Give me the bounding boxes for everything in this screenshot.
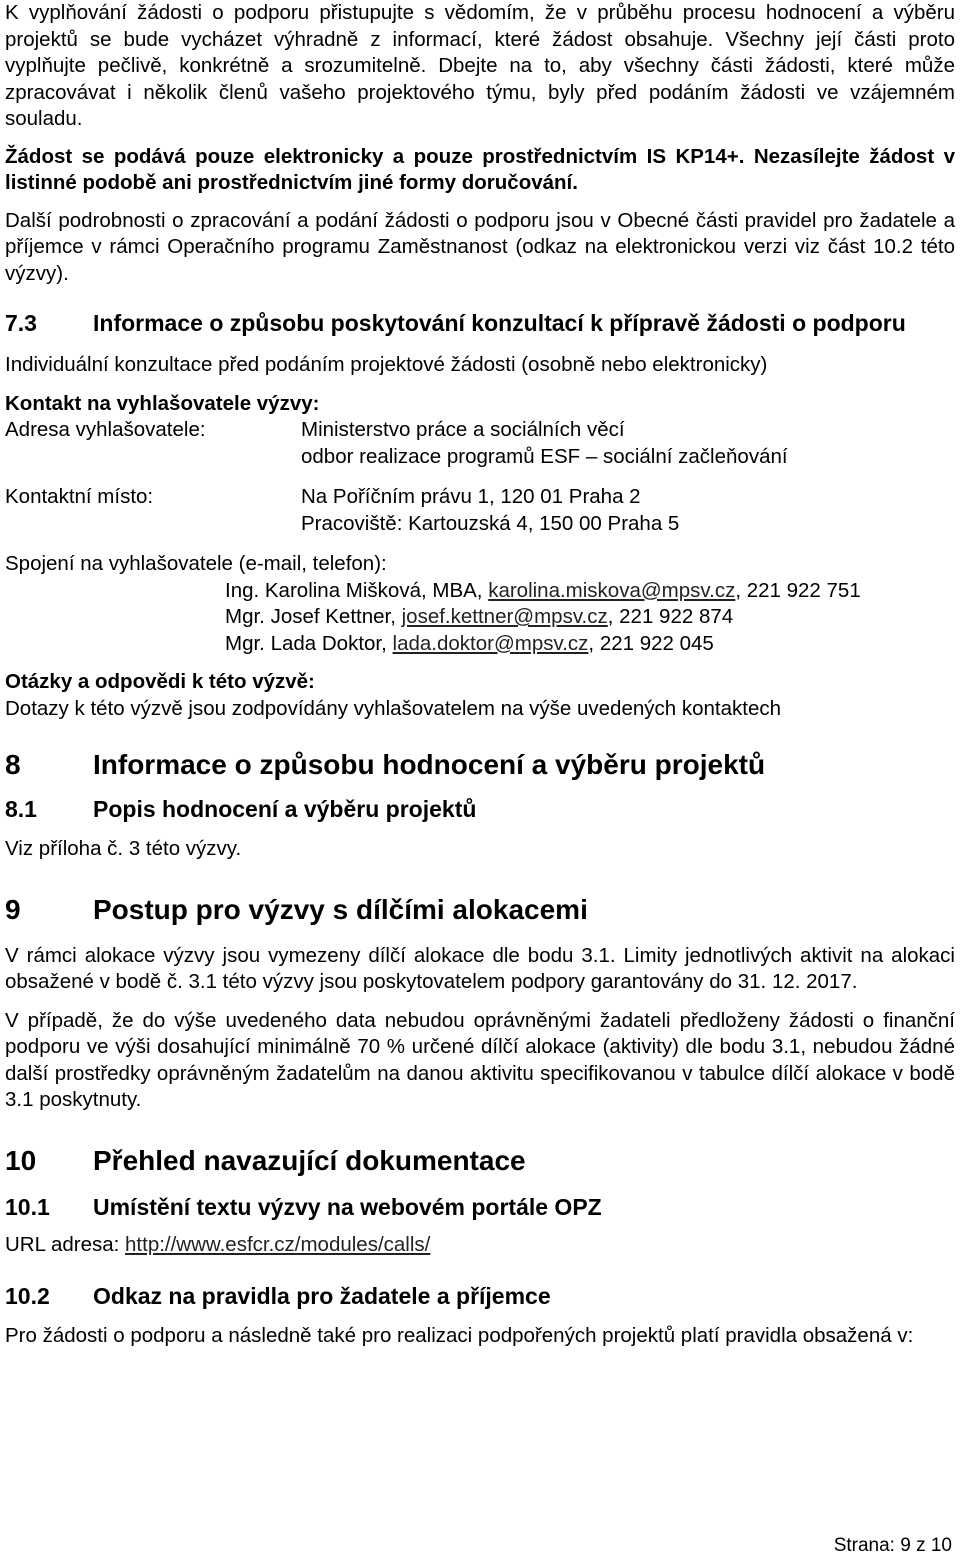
- page-number: Strana: 9 z 10: [833, 1535, 952, 1556]
- section-10-2-heading: 10.2 Odkaz na pravidla pro žadatele a příjemce: [5, 1283, 551, 1309]
- url-line: URL adresa: http://www.esfcr.cz/modules/calls/: [5, 1232, 431, 1256]
- intro-electronic-notice: Žádost se podává pouze elektronicky a pouze prostřednictvím IS KP14+. Nezasílejte žádost v listinné podobě ani prostřednictvím jiné formy doručování.: [5, 144, 955, 194]
- section-9-paragraph-1: V rámci alokace výzvy jsou vymezeny dílčí alokace dle bodu 3.1. Limity jednotlivých aktivit na alokaci obsažené v bodě č. 3.1 této výzvy jsou poskytovatelem podpory garantovány do 31. 12. 2017.: [5, 943, 955, 993]
- section-10-2-text: Pro žádosti o podporu a následně také pro realizaci podpořených projektů platí pravidla obsažená v:: [5, 1324, 914, 1347]
- contact-item: Mgr. Josef Kettner, josef.kettner@mpsv.cz, 221 922 874: [225, 605, 734, 628]
- contact-place-line-2: Pracoviště: Kartouzská 4, 150 00 Praha 5: [301, 511, 680, 535]
- email-link[interactable]: karolina.miskova@mpsv.cz: [488, 578, 736, 602]
- email-link[interactable]: josef.kettner@mpsv.cz: [401, 605, 608, 628]
- contact-place-line-1: Na Poříčním právu 1, 120 01 Praha 2: [301, 485, 641, 508]
- address-label: Adresa vyhlašovatele:: [5, 418, 206, 441]
- contact-place-label: Kontaktní místo:: [5, 485, 154, 508]
- section-9-heading: 9 Postup pro výzvy s dílčími alokacemi: [5, 893, 588, 925]
- intro-paragraph: K vyplňování žádosti o podporu přistupujte s vědomím, že v průběhu procesu hodnocení a výběru projektů se bude vycházet výhradně z informací, které žádost obsahuje. Všechny její části proto vyplňujte pečlivě, konkrétně a srozumitelně. Dbejte na to, aby všechny části žádosti, které může zpracovávat i několik členů vašeho projektového týmu, byly před podáním žádosti ve vzájemném souladu.: [5, 1, 955, 130]
- contact-item: Ing. Karolina Mišková, MBA, karolina.miskova@mpsv.cz, 221 922 751: [225, 578, 861, 602]
- section-8-1-heading: 8.1 Popis hodnocení a výběru projektů: [5, 796, 477, 822]
- section-title: Informace o způsobu poskytování konzultací k přípravě žádosti o podporu: [93, 310, 906, 336]
- section-7-3-heading: [5, 308, 955, 338]
- address-line-1: Ministerstvo práce a sociálních věcí: [301, 418, 625, 441]
- contact-place-row: [5, 484, 955, 537]
- section-10-heading: 10 Přehled navazující dokumentace: [5, 1144, 526, 1176]
- contact-list: [5, 578, 955, 658]
- contact-item: Mgr. Lada Doktor, lada.doktor@mpsv.cz, 221 922 045: [225, 631, 714, 655]
- qa-heading: Otázky a odpovědi k této výzvě:: [5, 670, 315, 693]
- consultation-text: Individuální konzultace před podáním projektové žádosti (osobně nebo elektronicky): [5, 353, 768, 376]
- contact-heading: Kontakt na vyhlašovatele výzvy:: [5, 391, 320, 415]
- address-row: [5, 417, 955, 470]
- connection-label: Spojení na vyhlašovatele (e-mail, telefon):: [5, 552, 387, 575]
- section-9-paragraph-2: V případě, že do výše uvedeného data nebudou oprávněnými žadateli předloženy žádosti o finanční podporu ve výši dosahující minimálně 70 % určené dílčí alokace (aktivity) dle bodu 3.1, nebudou žádné další prostředky oprávněným žadatelům na danou aktivitu specifikovanou v tabulce dílčí alokace v bodě 3.1 poskytnuty.: [5, 1008, 955, 1111]
- email-link[interactable]: lada.doktor@mpsv.cz: [392, 631, 589, 655]
- address-line-2: odbor realizace programů ESF – sociální začleňování: [301, 444, 788, 468]
- section-number: 7.3: [5, 310, 37, 336]
- qa-text: Dotazy k této výzvě jsou zodpovídány vyhlašovatelem na výše uvedených kontaktech: [5, 696, 782, 720]
- intro-details-paragraph: Další podrobnosti o zpracování a podání žádosti o podporu jsou v Obecné části pravidel pro žadatele a příjemce v rámci Operačního programu Zaměstnanost (odkaz na elektronickou verzi viz část 10.2 této výzvy).: [5, 208, 955, 285]
- calls-url-link[interactable]: http://www.esfcr.cz/modules/calls/: [125, 1232, 431, 1256]
- document-page: [5, 0, 955, 1350]
- section-8-1-text: Viz příloha č. 3 této výzvy.: [5, 837, 242, 860]
- section-8-heading: 8 Informace o způsobu hodnocení a výběru projektů: [5, 749, 766, 780]
- section-10-1-heading: 10.1 Umístění textu výzvy na webovém portále OPZ: [5, 1193, 602, 1220]
